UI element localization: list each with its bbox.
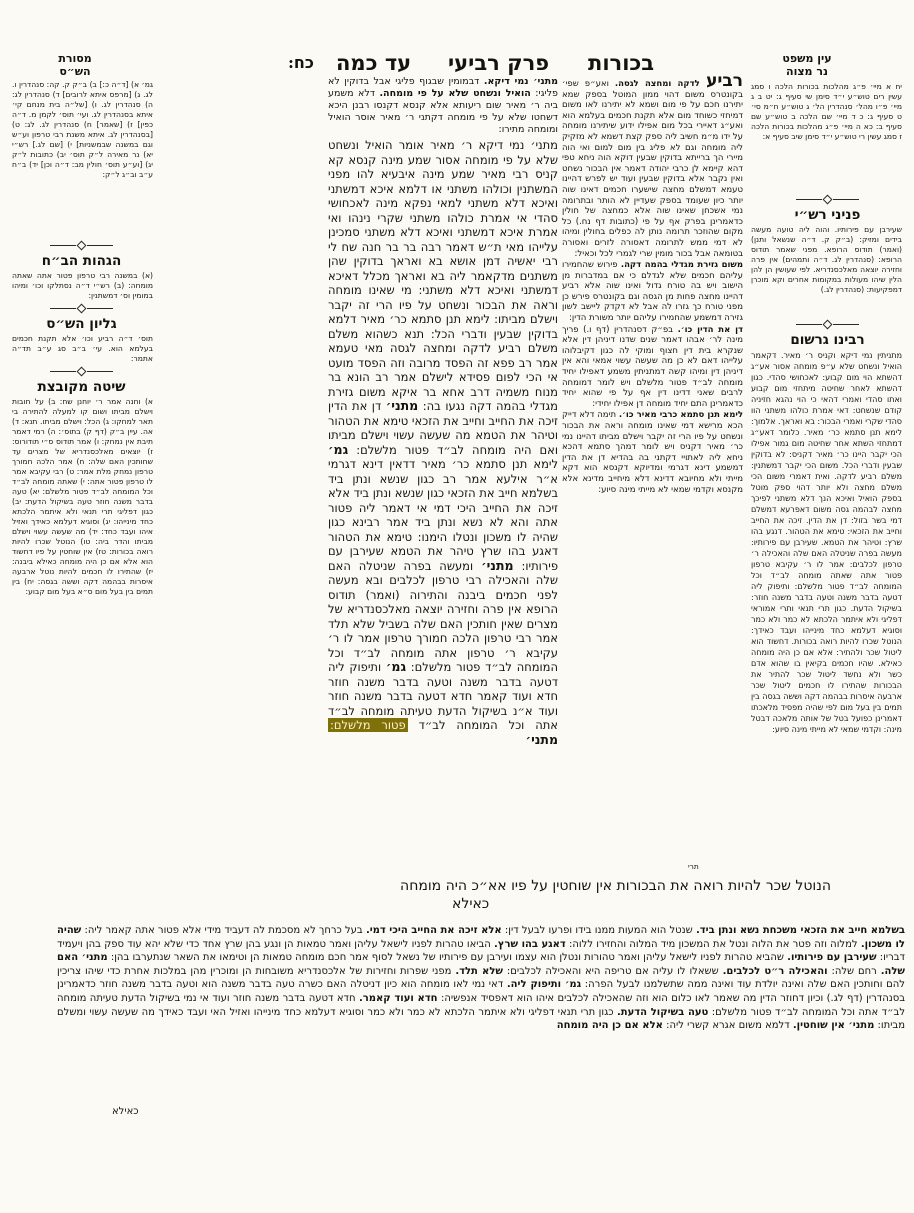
rashi-dibur: אלא זיכה את החייב היכי דמי.: [365, 925, 502, 936]
highlighted-text: פטור מלשלם:: [330, 718, 406, 732]
tosafot-text: תימה דלא דייק הכא מרישא דמי שאינו מומחה וראה את הבכור ונשחט על פיו הרי זה יקבר וישלם מביתו דהיינו נמי כר׳ מאיר דקניס ויש לומר דמהך סתמא דהכא ניחא ליה לאתויי דקתני בה בהדיא דן את הדין דמשמע דינא דגרמי ומדיוקא דקנסא הוא דקא מייתי ולא מחיובא דדינא דלא מיחייב מדינא אלא מקנסא וקדמי שמאי לא מייתי מינה סיוע:: [562, 410, 743, 495]
rashi-dibur: שעירבן עם פירותיו.: [787, 952, 877, 964]
rashi-text: שנטל הוא המעות ממנו בידו ופרעו לבעל דין:: [501, 925, 696, 936]
gemara-mishnah-marker: מתני׳: [525, 731, 558, 747]
gemara-mishnah-marker: מתני׳: [481, 557, 514, 573]
rashi-bottom-last-word: כאילא: [112, 1106, 139, 1117]
rashi-dibur: טעה בשיקול הדעת.: [616, 1006, 709, 1018]
chapter-number: פרק רביעי: [448, 50, 550, 75]
gemara-text: ומעשה בפרה שניטלה האם שלה והאכילה רבי טרפון לכלבים ובא מעשה לפני חכמים ביבנה והתירוה (ואמר) תודוס הרופא אין פרה וחזירה יוצאה מאלכסנדריא של מצרים שאין חותכין האם שלה בשביל שלא תלד אמר רבי טרפון הלכה חמורך טרפון אמר לו ר׳ עקיבא ר׳ טרפון אתה מומחה לב״ד וכל המומחה לב״ד פטור מלשלם:: [328, 558, 558, 674]
rashi-dibur: גמ׳ ותיפוק ליה.: [506, 979, 582, 991]
left-margin-column: [8, 78, 155, 920]
gemara-text: לימא תנן סתמא כר׳ מאיר דדאין דינא דגרמי א״ר אילעא אמר רב כגון שנשא ונתן ביד בשלמא חייב את הזכאי כגון שנשא ונתן ביד אלא זיכה את החייב היכי דמי אי דאמר ליה פטור אתה והא לא נשא ונתן ביד אמר רבינא כגון שהיה לו משכון ונטלו הימנו: טימא את הטהור דאגע בהו שרץ טיהר את הטמא שעירבן עם פירותיו:: [328, 457, 558, 573]
divider-ornament: [767, 196, 888, 203]
rashi-text: רחם שלה:: [827, 965, 881, 977]
rashi-text: דבמומין שבגוף פליגי אבל בדוקין לא פליגי:: [328, 76, 558, 99]
diamond-icon: [77, 367, 87, 377]
rashi-top-block: [328, 76, 558, 136]
diamond-icon: [823, 195, 833, 205]
rashi-text: הביאו טהרות לפניו לישאל עליהן ואמר טמאות הן ונגע בהן שרץ אחד כדי שלא יהא עוד ספק בהן ויעמיד דבריו:: [57, 938, 905, 964]
gemara-gemara-marker: גמ׳: [385, 659, 407, 674]
tosafot-column: [562, 76, 743, 858]
rashi-dibur: הואיל ונשחט שלא על פי מומחה.: [379, 88, 531, 99]
gemara-text: מתני׳ נמי דיקא ר׳ מאיר אומר הואיל ונשחט שלא על פי מומחה אסור שמע מינה קנסא קא קניס רבי מאיר שמע מינה איבעיא להו מפני המשתנין וכולהו משתני או דלמא איכא דמשתני ואיכא דלא משתני למאי נפקא מינה לאכחושי סהדי אי אמרת כולהו משתני שקרי נינהו ואי אמרת איכא דמשתני ואיכא דלא משתני סמכינן עלייהו מאי ת״ש דאמר רבה בר בר חנה שח לי רבי יאשיה דמן אושא בא ואראך בדוקין שהן משתנים מדקאמר ליה בא ואראך מכלל דאיכא דמשתני ואיכא דלא משתני: מי שאינו מומחה וראה את הבכור ונשחט על פיו הרי זה יקבר וישלם מביתו: לימא תנן סתמא כר׳ מאיר דלמא בדוקין שבעין ודברי הכל: תנא כשהוא משלם משלם רביע לדקה ומחצה לגסה מאי טעמא אמר רב פפא זה הפסד מרובה וזה הפסד מועט אי הכי לפום פסידא לישלם אמר רב הונא בר מנוח משמיה דרב אחא בר איקא משום גזירת מגדלי בהמה דקה נגעו בה:: [328, 138, 558, 413]
hagahot-habach-title: הגהות הב״ח: [41, 253, 122, 269]
diamond-icon: [823, 320, 833, 330]
rashi-text: בעל כרחך לא מסכמת לה דעביד מידי אלא פטור אתה קאמר ליה:: [81, 925, 366, 936]
divider-ornament: [26, 368, 137, 375]
ein-mishpat-header-line1: עין משפט: [782, 52, 832, 65]
shita-mekubetzet-title: שיטה מקובצת: [37, 379, 126, 395]
rashi-dibur: שלא תלד.: [455, 965, 503, 977]
gemara-text: ותיפוק ליה דטעה בדבר משנה וטעה בדבר משנה חוזר חדא ועוד קאמר חדא דטעה בדבר משנה חוזר ועוד א״נ בשיקול הדעת טעיתה מומחה לב״ד אתה וכל המומחה לב״ד: [328, 660, 558, 732]
tosafot-dibur: משום גזירת מגדלי בהמה דקה.: [620, 260, 743, 271]
mesoret-header-line2: הש״ס: [59, 65, 91, 78]
rashi-text: דאי נמי לאו מומחה הוא כיון דניטלה האם כשרה טעה בדבר משנה הוא וטעה בדבר משנה חוזר כדאמרינן בסנהדרין (דף לג.) וכיון דחוזר הדין מה שאמר לאו כלום הוא וזה שהאכילה לכלבים איהו הוא דאפסיד אנפשיה:: [57, 979, 905, 1004]
gemara-gemara-marker: גמ׳: [328, 441, 349, 457]
rashi-text: דלא משמע ביה ר׳ מאיר שום ריעותא אלא קנסא דקנסו רבנן היכא דשחטו שלא על פי מומחה דקתני ר׳ מאיר אוסר הואיל ומומחה מתירו:: [328, 88, 558, 135]
rashi-dibur: דאגע בהו שרץ.: [494, 938, 566, 950]
rabbeinu-gershom-text: מתניתין נמי דיקא וקניס ר׳ מאיר. דקאמר הואיל ונשחט שלא ע״פ מומחה אסור אע״ג דהשתא הוי מום קבוע: לאכחושי סהדי. כגון דהשתא לאחר שחיטה מיתחזי מום קבוע ואתו סהדי ואמרי דהאי כי הוי נהגא חזיניה קודם שנשחט: דאי אמרת כולהו משתני הוו סהדי שקרי ואמרי הבכור: בא ואראך. אלמוך: לימא תנן סתמא כר׳ מאיר. כלומר דאע״ג דמתחזי השתא אחר שחיטה מום גמור אפילו הכי יקבר היינו כר׳ מאיר דקניס: לא בדוקין שבעין ודברי הכל. משום הכי יקבר דמשתנין: משלם רביע לדקה. ואית דאמרי משום הכי משלם מחצה ולא יותר דהוי ספק מוטל בספק הואיל ואיכא הנך דלא משתני לפיכך מחצה לבהמה גסה משום דאפרעא דמשלם דמי בשר בזול: דן את הדין. זיכה את החייב וחייב את הזכאי: טימא את הטהור. דנגע בהו שרץ: וטיהר את הטמא. שעירבן עם פירותיו: מעשה בפרה שניטלה האם שלה והאכילה ר׳ טרפון לכלבים: אמר לו ר׳ עקיבא טרפון פטור אתה שאתה מומחה לב״ד וכל המומחה לב״ד פטור מלשלם: ותיפוק ליה דטעה בדבר משנה וטעה בדבר משנה חוזר: בשיקול הדעת. כגון תרי תנאי ותרי אמוראי דפליגי ולא איתמר הלכתא לא כמר ולא כמר וסוגיא דעלמא כחד מינייהו ועבד כאידך: הנוטל שכרו להיות רואה בכורות. דחשוד הוא ליטול שכר ולהתיר: אלא אם כן היה מומחה כאילא. שהיו חכמים בקיאין בו שהוא אדם כשר ולא נחשד ליטול שכר להתיר את הבכורות שהתירו לו חכמים ליטול שכר ארבעה איסרות בבהמה דקה וששה בגסה בין תמים בין בעל מום לפי שהיה מפסיד מלאכתו דאמרינן כפועל בטל של אותה מלאכה דבטל מינה: וקדמי שמאי לא מייתי מינה סיוע:: [751, 351, 902, 734]
tosafot-paragraph: [562, 410, 743, 495]
tosafot-text: פירוש שהחמירו עליהם חכמים שלא לגדלם כי אם במדברות מן הישוב ויש בה טורח גדול ואינו שוה אלא רביע דהיינו מחצה פחות מן הגסה וגם בקונטרס פירש כן מפני טורח כך גזרו לה אבל לא דקדק ליישב לשון גזירה דמשמע שהחמירו עליהם יותר משורת הדין:: [562, 260, 743, 324]
diamond-icon: [77, 241, 87, 251]
pnei-rashi-text: שעירבן עם פירותיו. והוה ליה טועה מעשה בידים ומזיק: (ב״ק ק. ד״ה שנשאל ותנן) (ואמר) תודוס הרופא. מפני שאמר תודוס הרופא: (סנהדרין לג. ד״ה ותמהים) אין פרה וחזירה יוצאה מאלכסנדריא. לפי שעושין הן להן הלין שיהו מעולות במקומות אחרים וקא מוכרן דמפקיעות: (סנהדרין לג.): [751, 225, 902, 294]
rashi-bottom-block: [57, 924, 905, 1110]
rashi-text: דלמא משום אגרא קשרי ליה:: [662, 1020, 793, 1032]
ein-mishpat-text: יח א מיי׳ פ״ג מהלכות בכורות הלכה ו סמג עשין רים טוש״ע י״ד סימן שי סעיף ג: יט ב ג מיי׳ פ״ו מהל׳ סנהדרין הל׳ ג טוש״ע ח״מ סי׳ ט סעיף ג: כ ד מיי׳ שם הלכה ב טוש״ע שם סעיף ב: כא ה מיי׳ פ״ג מהלכות בכורות הלכה ז סמג עשין רי טוש״ע י״ד סימן שיב סעיף א:: [751, 82, 902, 141]
gilyon-hashas-title: גליון הש״ס: [46, 316, 117, 332]
mishnah-large-line-continuation: כאילא: [452, 896, 490, 912]
rashi-text: מפני שפרות וחזירות של אלכסנדריא משובחות הן ומוכרין מהן במלכות אחרת כדי שיהו צריכין להם וחותכין האם שלה ואינה יולדת עוד ואינה ממה שתשלמנו לבעל הפרה:: [57, 965, 905, 991]
tosafot-text: בפ״ק דסנהדרין (דף ו.) פריך מינה לר׳ אבהו דאמר שנים שדנו דיניהן דין אלא שנקרא בית דין חצוף ומוקי לה כגון דקיבלוהו עלייהו דאם לא כן מה שעשה עשוי אמאי והא אין דיניהן דין ומיהו קשה דמתניתין משמע דאפילו יחיד מומחה לב״ד פטור מלשלם ויש לומר דמומחה לרבים שאני דדינו דין אף על פי שהוא יחיד כדאמרינן התם יחיד מומחה דן אפילו יחידי:: [562, 324, 743, 409]
tosafot-text: ואע״פ שפי׳ בקונטרס משום דהוי ממון המוטל בספק שמא יתירנו חכם על פי מום ושמא לא יתירנו לאו משום דמיחזי כשוחד מום אלא תקנת חכמים בעלמא הוא ואע״ג דאיירי בכל מום אפילו ידוע שיתירנו מומחה על ידו מ״מ חשיב ליה ספק קצת דשמא לא מזקיק ליה מומחה וגם לא פליג בין מום למום ואי הוה מיירי הך ברייתא בדוקין שבעין דוקא הוה ניחא טפי דהא קיימא לן כרבי יהודה דאמר אין הבכור נשחט ואין נקבר אלא בדוקין שבעין ועוד יש לפרש דהיינו טעמא דמשלם מחצה שישערו חכמים דאינו שוה יותר כיון שעומד בספק שעדיין לא הותר ובתרומה נמי אשכחן שאינו שוה אלא כמחצה של חולין כדאמרינן בפרק אף על פי (כתובות דף נח.) כל מקום שהוזכר תרומה נותן לה כפלים בחולין ומיהו לא דמי ממש לתרומה דאסורה לזרים ואסורה בטומאה אבל בכור מומין שרי לגמרי לכל וכאיל:: [562, 79, 743, 259]
tosafot-dibur: לדקה ומחצה לגסה.: [614, 79, 707, 89]
divider-ornament: [26, 242, 137, 249]
ein-mishpat-header-line2: נר מצוה: [786, 65, 828, 78]
right-margin-column: [749, 80, 906, 880]
rashi-text: כגון תרי תנאי דפליגי ולא איתמר הלכתא לא כמר ולא כמר וסוגיא דעלמא כחד מינייהו ואזיל האי ועבד כאידך מה שעשה עשוי ומשלם מביתו:: [57, 1006, 905, 1032]
rashi-text: ששאלו לו עליה אם טריפה היא והאכילה לכלבים:: [502, 965, 723, 977]
tosafot-dibur: דן את הדין כו׳.: [677, 324, 743, 335]
rashi-text: למלוה וזה פטר את הלוה ונטל את המשכון מיד המלוה והחזירו ללוה:: [565, 938, 861, 950]
tosafot-paragraph: [562, 260, 743, 324]
rashi-dibur: מתני׳ האם שלה.: [57, 952, 905, 977]
tosafot-catchword: תרי: [688, 862, 699, 871]
rashi-text: שהביא טהרות לפניו לישאל עליהן ואמר טהורות ונטלן הוא עצמו ועירבן עם פירותיו של נשאל לסוף אמר חכם מומחה טמאות הן וטימאו את השאר שנתערבו בהן:: [107, 952, 788, 964]
rashi-dibur: מתני׳ אין שוחטין.: [792, 1020, 875, 1032]
rashi-dibur: אלא אם כן היה מומחה: [556, 1020, 663, 1032]
ein-mishpat-header: [757, 52, 857, 78]
pnei-rashi-title: פניני רש״י: [794, 207, 861, 223]
tosafot-initial-word: רביע: [706, 76, 743, 91]
rashi-dibur: שהיה לו משכון.: [57, 925, 905, 950]
divider-ornament: [26, 305, 137, 312]
mesoret-hashas-text: גמ׳ א) [ד״ה כ:] ב) ב״ק ק. קה: סנהדרין ו. לג. ג) [מרפס איתא לרובים] ד) סנהדרין לג: ה) סנהדרין לג. ו) [של״ה בית מנחם קי׳ איתא בסנהדרין לג. ועי׳ תוס׳ לקמן מ. ד״ה כפין] ז) [שאמר] ח) סנהדרין לג. לג: ט) [בסנהדרין לג. איתא משנת רבי טרפון וע״ש וגם במשנה שבמשניות] י) [שם לג.] רש״י יא) נר מאירה ל״ק תוס׳ יב) כתובות ל״ק יג) [וע״ע תוס׳ חולין מב: ד״ה וכן] יד) ב״ח ע״ב וב״ג ל״ק:: [12, 80, 153, 179]
rabbeinu-gershom-title: רבינו גרשום: [790, 332, 865, 348]
gemara-column: [328, 138, 558, 860]
divider-ornament: [767, 321, 888, 328]
rashi-dibur: בשלמא חייב את הזכאי משכחת נשא ונתן ביד.: [695, 925, 905, 936]
mesoret-hashas-header: [30, 52, 120, 78]
mesoret-header-line1: מסורת: [58, 52, 92, 65]
shita-mekubetzet-text: א) וחנה אמר ר׳ יוחנן שח: ב) על חובות וישלם מביתו ושום קו למעלה להתירה בי תאר למחקו: ג) הכל: וישלם מביתו. תנא: ד) אה. עיין ב״ק (דף ק) בתוס׳: ה) רמי דאמר תיבת אין נמחק: ו) אמר תודוס ס״י תודורוס: ז) יוצאים מאלכסנדריא של מצרים עד שחותכין האם שלה: ח) אמר הלכה חמורך טרפון נמחק מלת אמר: ט) רבי עקיבא אמר לו טרפון פטור אתה: י) שאתה מומחה לב״ד וכל המומחה לב״ד פטור מלשלם: יא) טעה בדבר משנה חוזר טעה בשיקול הדעת: יב) כגון דפליגי תרי תנאי ולא איתמר הלכתא כחד מינייהו: יג) וסוגיא דעלמא כאידך ואזיל איהו ועבד כחד: יד) מה שעשה עשוי וישלם מביתו והדר ביה: טו) הנוטל שכרו להיות רואה בכורות: טז) אין שוחטין על פיו דחשוד הוא אלא אם כן היה מומחה כאילא ביבנה: יז) שהתירו לו חכמים להיות נוטל ארבעה איסרות בבהמה דקה וששה בגסה: יח) בין תמים בין בעל מום ס״א בעל מום קבוע:: [12, 397, 153, 596]
chapter-name: עד כמה: [336, 50, 412, 75]
gilyon-hashas-text: תוס׳ ד״ה רביע וכו׳ אלא תקנת חכמים בעלמא הוא. עי׳ ב״ב סג ע״ב תד״ה אתמר:: [12, 334, 153, 363]
tosafot-paragraph: [562, 76, 743, 259]
daf-number: כח:: [288, 53, 314, 72]
rashi-dibur: והאכילה ר״ט לכלבים.: [722, 965, 828, 977]
hagahot-habach-text: (א) במשנה רבי טרפון פטור אתה שאתה מומחה: (ב) רש״י ד״ה נסתלקו וכו׳ ומיהו במומין וס׳ דמשתנין:: [12, 271, 153, 300]
tractate-name: בכורות: [588, 50, 655, 75]
rashi-text: חדא דטעה בדבר משנה חוזר ועוד אי נמי בשיקול הדעת טעיתה מומחה לב״ד אתה וכל המומחה לב״ד פטור מלשלם:: [57, 992, 905, 1018]
mishnah-large-line: הנוטל שכר להיות רואה את הבכורות אין שוחטין על פיו אא״כ היה מומחה: [400, 878, 831, 894]
rashi-dibur: מתני׳ נמי דיקא.: [483, 76, 558, 87]
diamond-icon: [77, 304, 87, 314]
rashi-dibur: חדא ועוד קאמר.: [358, 992, 438, 1004]
gemara-mishnah-marker: מתני׳: [385, 398, 419, 413]
gemara-text: דן את הדין זיכה את החייב וחייב את הזכאי טימא את הטהור וטיהר את הטמא מה שעשה עשוי וישלם מביתו ואם היה מומחה לב״ד פטור מלשלם:: [328, 399, 558, 457]
tosafot-paragraph: [562, 325, 743, 410]
tosafot-dibur: לימא תנן סתמא כרבי מאיר כו׳.: [618, 410, 743, 421]
